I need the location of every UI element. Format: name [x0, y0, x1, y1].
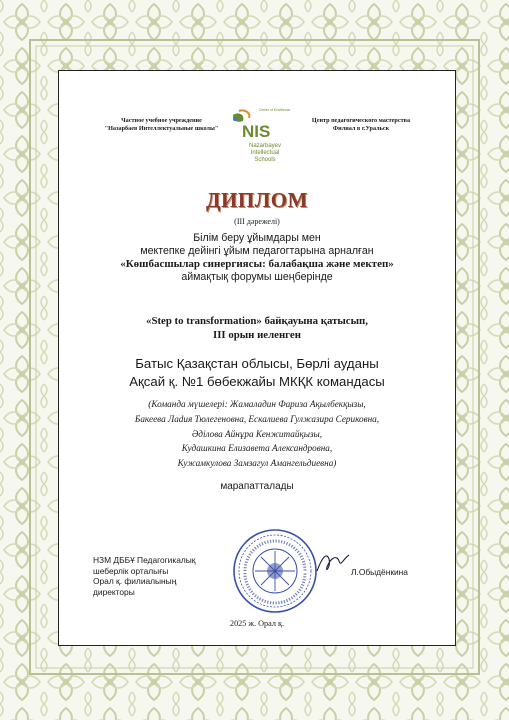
logo-nis-text: NIS — [242, 122, 271, 141]
member-line: Бакеева Лаdия Тюлегеновна, Ескалиева Гулжазира Сериковна, — [134, 413, 380, 424]
awarded-text: марапатталады — [220, 481, 294, 492]
contest-name: «Step to transformation» байқауына қатысып, — [146, 315, 368, 327]
signer-position-line: шеберлік орталығы — [93, 565, 169, 576]
diploma-sheet — [58, 70, 456, 646]
date-place: 2025 ж. Орал қ. — [229, 619, 285, 628]
member-line: Әділова Айнұра Кенжитайқызы, — [191, 428, 323, 439]
logo-subtitle: Nazarbayev Intellectual Schools — [248, 143, 281, 163]
forum-line: Білім беру ұйымдары мен — [193, 232, 321, 244]
issuer-left — [89, 117, 234, 132]
team-region: Батыс Қазақстан облысы, Бөрлі ауданы — [135, 356, 379, 371]
diploma-title: ДИПЛОМ — [206, 188, 308, 212]
logo-tagline: Center of Excellence — [259, 108, 291, 112]
signer-position-line: Орал қ. филиалының — [93, 576, 177, 587]
issuer-right-line1: Центр педагогического мастерства — [311, 117, 411, 124]
forum-name: «Көшбасшылар синергиясы: балабақша және мектеп» — [120, 258, 394, 270]
issuer-left-line1: Частное учебное учреждение — [121, 117, 202, 124]
awardee-team — [59, 355, 455, 391]
diploma-header — [59, 109, 455, 179]
member-line: (Команда мүшелері: Жамаладин Фариза Ақылбекқызы, — [148, 399, 366, 409]
issuer-left-line2: "Назарбаев Интеллектуальные школы" — [104, 124, 219, 132]
team-name: Ақсай қ. №1 бөбекжайы МКҚК командасы — [129, 374, 385, 389]
signer-position — [93, 555, 233, 597]
diploma-degree: (ІІІ дәрежелі) — [234, 217, 280, 226]
contest-result — [59, 314, 455, 342]
handwritten-signature-icon — [313, 549, 353, 577]
signer-name: Л.Обыдёнкина — [351, 567, 408, 577]
forum-line: аймақтық форумы шеңберінде — [181, 271, 333, 283]
nis-logo — [223, 109, 293, 181]
signer-position-line: НЗМ ДББҰ Педагогикалық — [93, 555, 196, 565]
issuer-right — [297, 117, 425, 132]
contest-place: ІІІ орын иеленген — [213, 329, 301, 341]
forum-line: мектепке дейінгі ұйым педагогтарына арналған — [140, 245, 374, 257]
official-seal-icon — [231, 527, 319, 615]
forum-description — [71, 232, 443, 284]
issuer-right-line2: Филиал в г.Уральск — [332, 124, 390, 132]
member-line: Кужамкулова Замзагул Амангельдиевна) — [177, 458, 337, 469]
signer-position-line: директоры — [93, 586, 135, 597]
team-members — [59, 397, 455, 471]
member-line: Кудашкина Елизавета Александровна, — [181, 443, 333, 454]
